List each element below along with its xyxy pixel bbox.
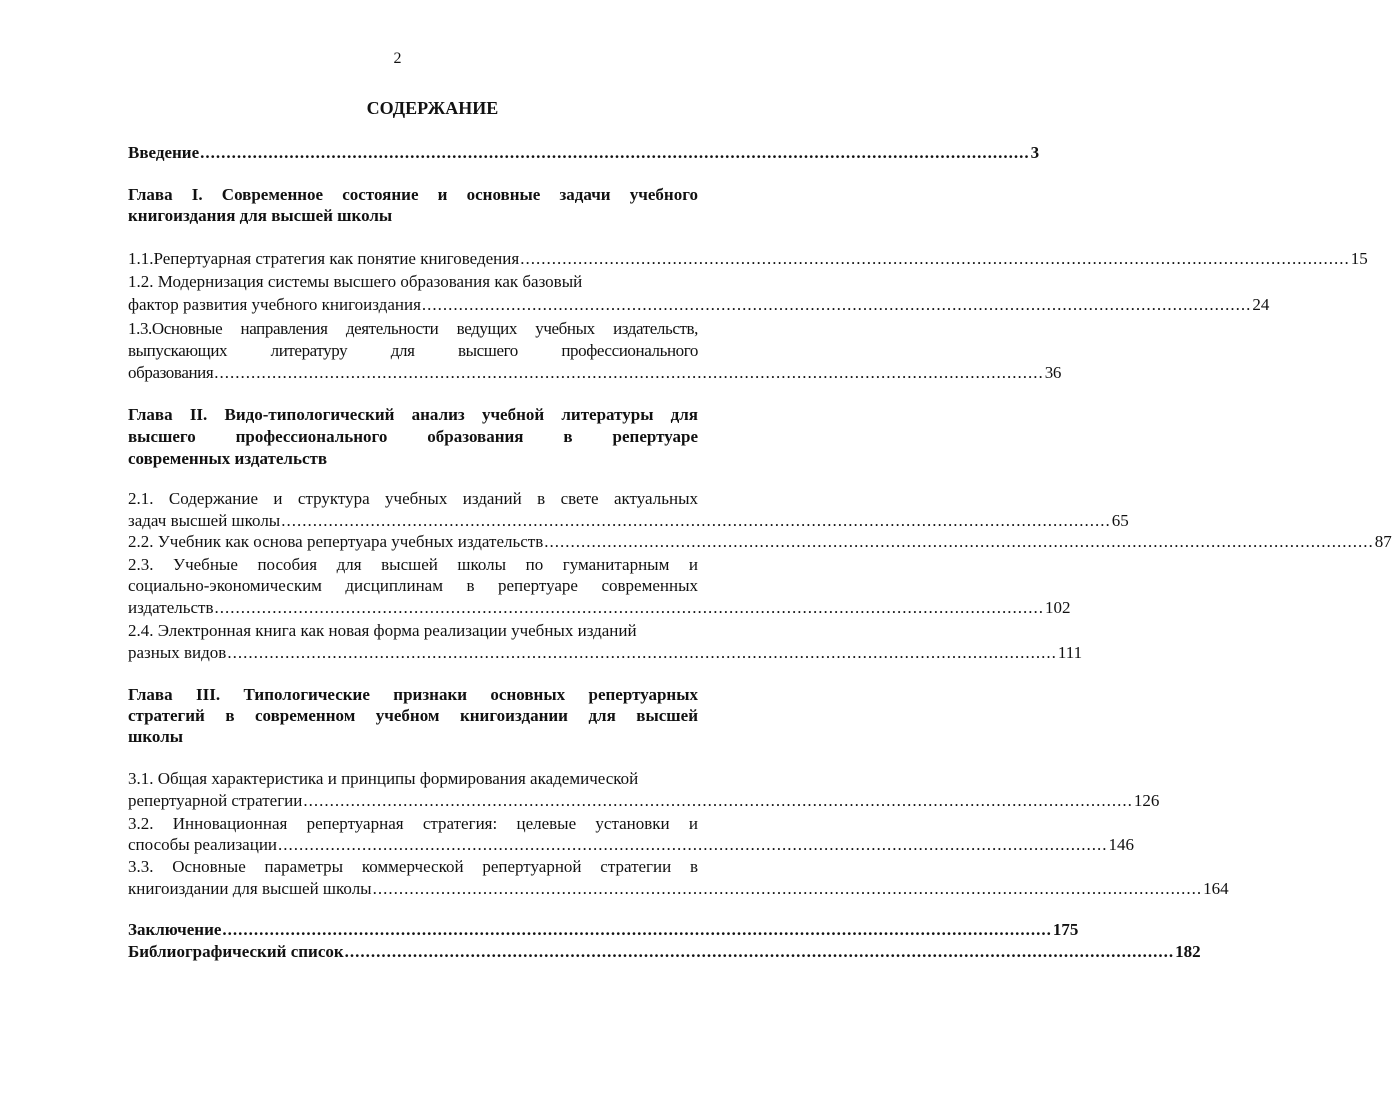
dot-leader: ..............................................................................................................................................................: [344, 942, 1175, 961]
page-title: СОДЕРЖАНИЕ: [366, 98, 499, 118]
chapter-heading: книгоиздания для высшей школы: [128, 206, 393, 225]
toc-entry-1-3-line: выпускающих литературу для высшего профессионального: [128, 341, 698, 360]
toc-entry-text: разных видов: [128, 643, 227, 662]
toc-entry-3-1-line: 3.1. Общая характеристика и принципы формирования академической: [128, 769, 639, 788]
toc-entry-text: способы реализации: [128, 835, 278, 854]
dot-leader: ..............................................................................................................................................................: [281, 511, 1111, 530]
toc-page-number: 175: [1052, 920, 1079, 939]
toc-entry-1-2-line: 1.2. Модернизация системы высшего образования как базовый: [128, 272, 583, 291]
dot-leader: ..............................................................................................................................................................: [214, 598, 1044, 617]
toc-entry-2-1-line: 2.1. Содержание и структура учебных изданий в свете актуальных: [128, 489, 698, 508]
toc-page-number: 36: [1044, 363, 1061, 382]
dot-leader: ..............................................................................................................................................................: [303, 791, 1133, 810]
toc-entry-text: фактор развития учебного книгоиздания: [128, 295, 421, 314]
chapter-heading: стратегий в современном учебном книгоиздании для высшей: [128, 706, 698, 725]
toc-entry-2-4-line: 2.4. Электронная книга как новая форма реализации учебных изданий: [128, 621, 637, 640]
toc-entry-bibliography: [128, 941, 1201, 963]
chapter-heading: школы: [128, 727, 184, 746]
toc-entry-1-1: [128, 248, 1368, 270]
toc-page-number: 87: [1374, 532, 1392, 551]
chapter-heading: Глава I. Современное состояние и основные задачи учебного: [128, 185, 698, 204]
toc-entry-text: образования: [128, 363, 214, 382]
toc-entry-3-2-line: 3.2. Инновационная репертуарная стратегия: целевые установки и: [128, 814, 698, 833]
dot-leader: ..............................................................................................................................................................: [227, 643, 1057, 662]
toc-entry-text: репертуарной стратегии: [128, 791, 303, 810]
toc-entry-3-3: [128, 878, 1229, 900]
toc-entry-text: книгоиздании для высшей школы: [128, 879, 372, 898]
toc-entry-1-3: [128, 362, 1061, 384]
toc-page-number: 3: [1030, 143, 1040, 162]
chapter-heading: Глава II. Видо-типологический анализ учебной литературы для: [128, 405, 698, 424]
toc-entry-text: задач высшей школы: [128, 511, 281, 530]
chapter-heading: высшего профессионального образования в репертуаре: [128, 427, 698, 446]
dot-leader: ..............................................................................................................................................................: [544, 532, 1374, 551]
toc-page-number: 164: [1203, 879, 1229, 898]
toc-page-number: 182: [1175, 942, 1201, 961]
toc-entry-intro: [128, 142, 1040, 164]
dot-leader: ..............................................................................................................................................................: [214, 363, 1044, 382]
page-number: 2: [393, 50, 402, 67]
dot-leader: ..............................................................................................................................................................: [421, 295, 1252, 314]
dot-leader: ..............................................................................................................................................................: [278, 835, 1108, 854]
toc-entry-3-2: [128, 834, 1135, 856]
toc-page-number: 111: [1057, 643, 1083, 662]
toc-entry-2-1: [128, 510, 1129, 532]
dot-leader: ..............................................................................................................................................................: [222, 920, 1052, 939]
chapter-heading: современных издательств: [128, 449, 328, 468]
toc-entry-2-3: [128, 597, 1071, 619]
toc-entry-2-3-line: социально-экономическим дисциплинам в репертуаре современных: [128, 576, 698, 595]
toc-entry-text: Заключение: [128, 920, 222, 939]
dot-leader: ..............................................................................................................................................................: [520, 249, 1350, 268]
dot-leader: ..............................................................................................................................................................: [200, 143, 1030, 162]
toc-page-number: 24: [1252, 295, 1270, 314]
toc-page-number: 146: [1108, 835, 1135, 854]
toc-entry-2-3-line: 2.3. Учебные пособия для высшей школы по гуманитарным и: [128, 555, 698, 574]
toc-entry-3-1: [128, 790, 1160, 812]
toc-page-number: 15: [1350, 249, 1368, 268]
toc-entry-1-3-line: 1.3.Основные направления деятельности ведущих учебных издательств,: [128, 319, 698, 338]
toc-entry-text: Библиографический список: [128, 942, 344, 961]
toc-entry-3-3-line: 3.3. Основные параметры коммерческой репертуарной стратегии в: [128, 857, 698, 876]
toc-entry-text: 2.2. Учебник как основа репертуара учебных издательств: [128, 532, 544, 551]
toc-page-number: 126: [1133, 791, 1160, 810]
toc-page-number: 102: [1044, 598, 1071, 617]
toc-entry-2-4: [128, 642, 1083, 664]
toc-entry-text: Введение: [128, 143, 200, 162]
toc-entry-text: 1.1.Репертуарная стратегия как понятие книговедения: [128, 249, 520, 268]
toc-entry-text: издательств: [128, 598, 214, 617]
toc-entry-2-2: [128, 531, 1392, 553]
dot-leader: ..............................................................................................................................................................: [372, 879, 1203, 898]
chapter-heading: Глава III. Типологические признаки основных репертуарных: [128, 685, 698, 704]
toc-page-number: 65: [1111, 511, 1129, 530]
toc-entry-conclusion: [128, 919, 1079, 941]
toc-entry-1-2: [128, 294, 1270, 316]
